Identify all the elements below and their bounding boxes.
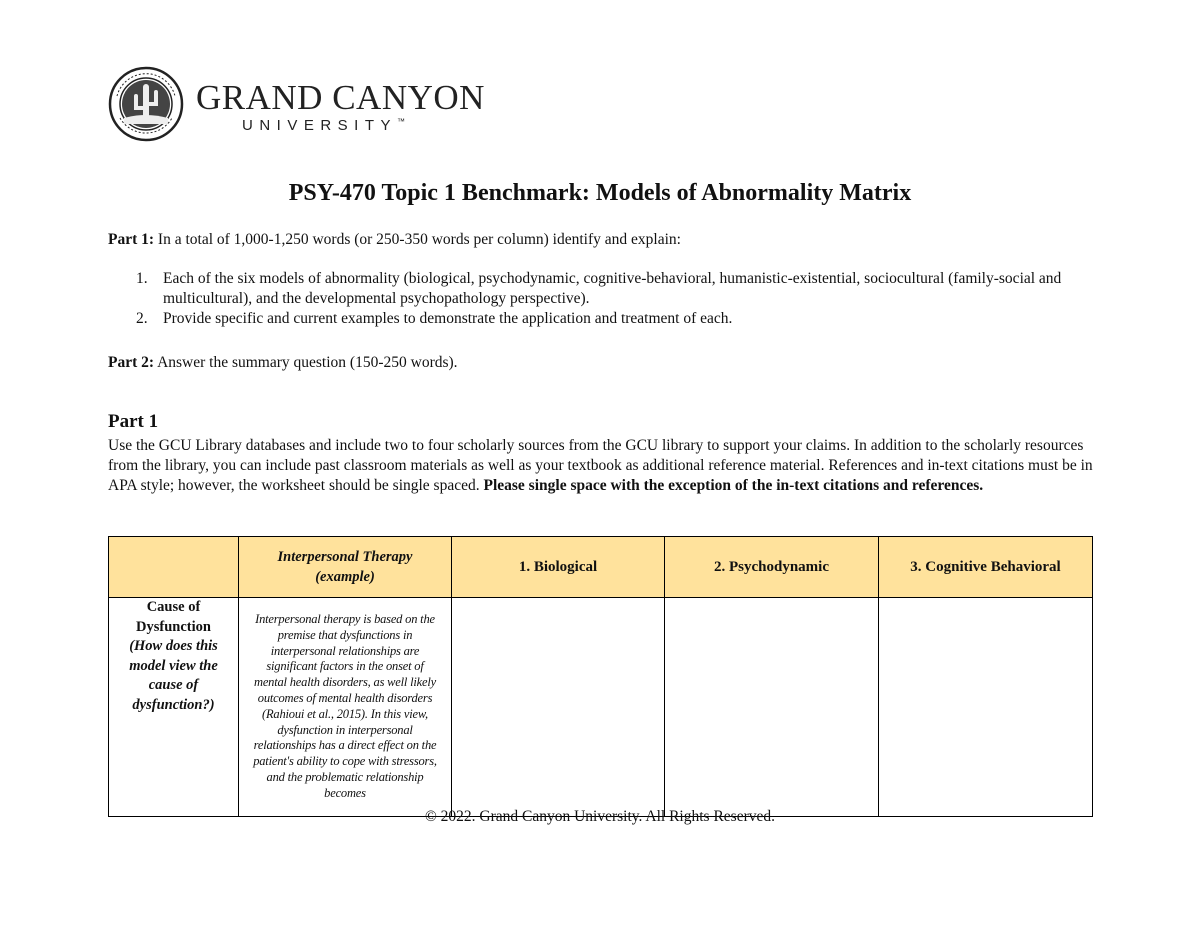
- part1-instructions: [108, 230, 1098, 250]
- trademark-symbol: ™: [397, 117, 406, 126]
- page-title: PSY-470 Topic 1 Benchmark: Models of Abnormality Matrix: [288, 180, 912, 206]
- header-cell-psychodynamic: 2. Psychodynamic: [665, 537, 879, 598]
- list-item: [108, 309, 1098, 329]
- row-header-label: Cause of Dysfunction: [136, 599, 211, 635]
- part2-instructions-text: Answer the summary question (150-250 words).: [154, 354, 458, 371]
- list-item-number: 1.: [136, 270, 148, 287]
- part1-heading: Part 1: [108, 411, 159, 432]
- requirements-list: [108, 269, 1098, 329]
- part2-label: Part 2:: [108, 354, 155, 371]
- example-cell-text: Interpersonal therapy is based on the premise that dysfunctions in interpersonal relationships are significant factors in the onset of mental health disorders, as well likely outcomes of mental health disorders (Rahioui et al., 2015). In this view, dysfunction in interpersonal relationships has a direct effect on the patient's ability to cope with stressors, and the problematic relationship becomes: [253, 612, 437, 800]
- list-item-text: Provide specific and current examples to demonstrate the application and treatment of each.: [163, 310, 733, 327]
- part1-instructions-text: In a total of 1,000-1,250 words (or 250-350 words per column) identify and explain:: [154, 231, 681, 248]
- list-item-text: Each of the six models of abnormality (biological, psychodynamic, cognitive-behavioral, humanistic-existential, sociocultural (family-social and multicultural), and the developmental psychopathology perspective).: [163, 270, 1062, 307]
- row-header-question: (How does this model view the cause of dysfunction?): [129, 638, 218, 713]
- models-matrix-table: [108, 536, 1093, 817]
- list-item: [108, 269, 1098, 309]
- part1-body-emphasis: Please single space with the exception of the in-text citations and references.: [483, 477, 984, 494]
- biological-cell[interactable]: [452, 598, 665, 817]
- logo-subtitle: [242, 118, 405, 133]
- part2-instructions: [108, 353, 1098, 373]
- header-cell-cognitive-behavioral: 3. Cognitive Behavioral: [879, 537, 1093, 598]
- part1-body-text: Use the GCU Library databases and include two to four scholarly sources from the GCU library to support your claims. In addition to the scholarly resources from the library, you can include past classroom materials as well as your textbook as additional reference material. References and in-text citations must be in APA style; however, the worksheet should be single spaced.: [108, 437, 1093, 494]
- logo-subtitle-text: UNIVERSITY: [242, 117, 398, 134]
- header-cell-empty: [109, 537, 239, 598]
- cognitive-behavioral-cell[interactable]: [879, 598, 1093, 817]
- table-row: [109, 598, 1093, 817]
- part1-body: [108, 436, 1098, 496]
- list-item-number: 2.: [136, 310, 148, 327]
- copyright-footer: © 2022. Grand Canyon University. All Rights Reserved.: [424, 808, 775, 825]
- part1-label: Part 1:: [108, 231, 155, 248]
- university-seal-icon: [108, 66, 184, 142]
- example-cell: [239, 598, 452, 817]
- header-cell-biological: 1. Biological: [452, 537, 665, 598]
- header-cell-interpersonal-therapy: Interpersonal Therapy (example): [239, 537, 452, 598]
- psychodynamic-cell[interactable]: [665, 598, 879, 817]
- logo-wordmark: GRAND CANYON: [196, 78, 485, 117]
- university-logo: [108, 66, 488, 142]
- table-header-row: [109, 537, 1093, 598]
- row-header-cause-of-dysfunction: [109, 598, 239, 817]
